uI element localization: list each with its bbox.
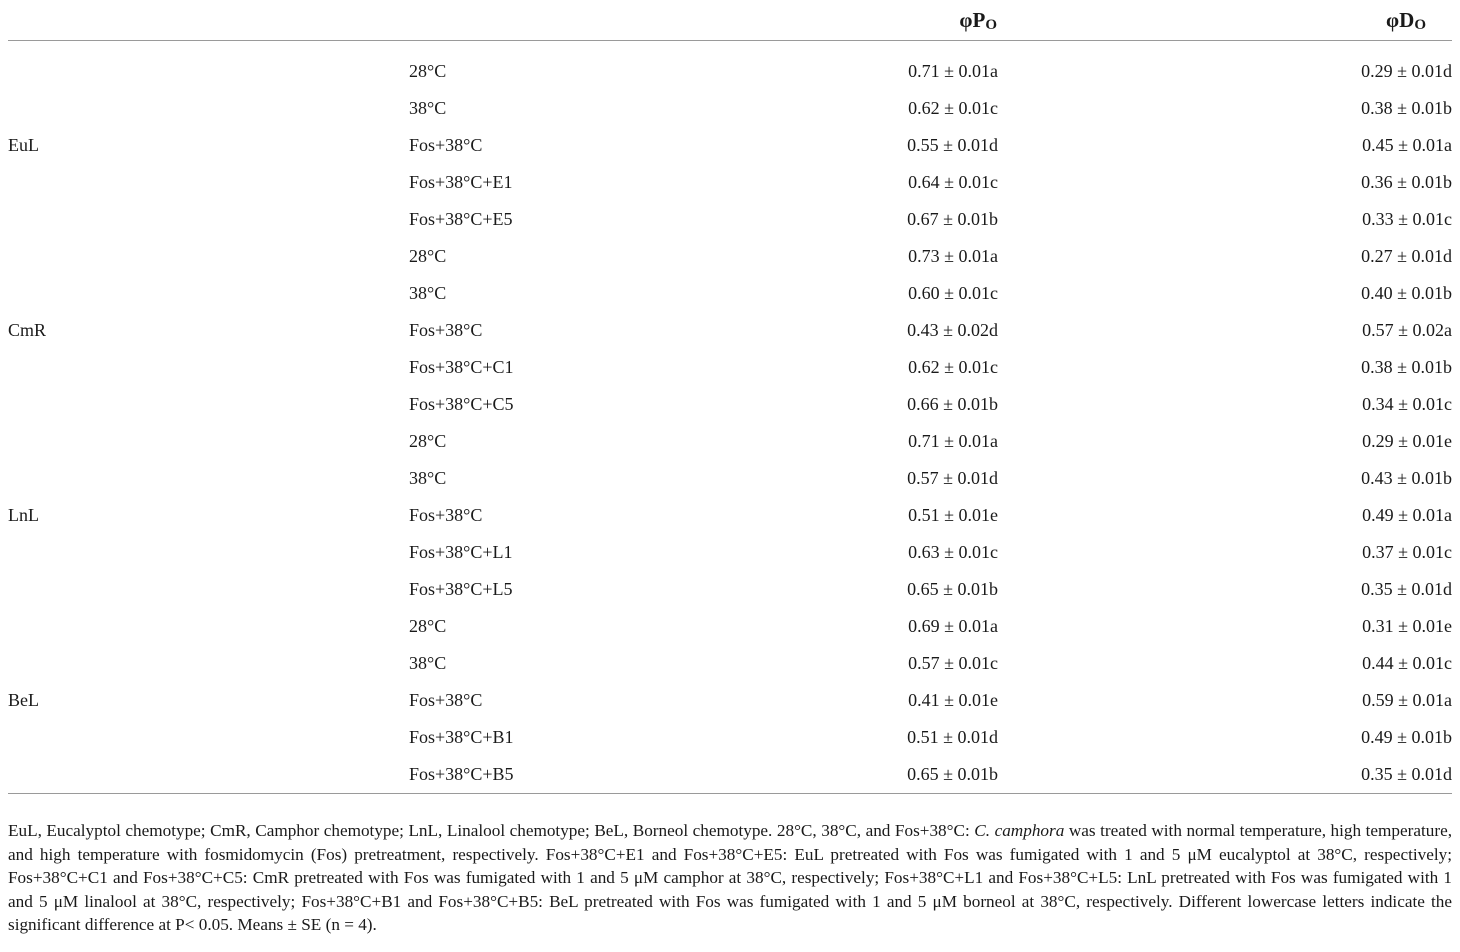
treatment-cell: Fos+38°C: [409, 505, 483, 525]
phi-po-cell: 0.64 ± 0.01c: [908, 172, 998, 192]
header-phi-po: [788, 0, 1088, 41]
chemotype-cell: LnL: [8, 505, 39, 525]
header-treatment: [408, 0, 788, 41]
footnote-part-2: was treated with normal temperature, high temperature, and high temperature with fosmidomycin (Fos) pretreatment, respectively. Fos+38°C+E1 and Fos+38°C+E5: EuL pretreated with Fos was fumigated with 1 and 5 μM eucalyptol at 38°C, respectively; Fos+38°C+C1 and Fos+38°C+C5: CmR pretreated with Fos was fumigated with 1 and 5 μM camphor at 38°C, respectively; Fos+38°C+L1 and Fos+38°C+L5: LnL pretreated with Fos was fumigated with 1 and 5 μM linalool at 38°C, respectively; Fos+38°C+B1 and Fos+38°C+B5: BeL pretreated with Fos was fumigated with 1 and 5 μM borneol at 38°C, respectively. Different lowercase letters indicate the significant difference at P< 0.05. Means ± SE (n = 4).: [8, 821, 1453, 934]
phi-do-cell: 0.31 ± 0.01e: [1362, 616, 1452, 636]
treatment-cell: Fos+38°C+L5: [409, 579, 513, 599]
treatment-cell: 38°C: [409, 283, 447, 303]
treatment-cell: Fos+38°C+L1: [409, 542, 513, 562]
table-spacer-row: [8, 41, 1452, 54]
phi-po-cell: 0.57 ± 0.01c: [908, 653, 998, 673]
phi-do-cell: 0.40 ± 0.01b: [1361, 283, 1452, 303]
phi-po-cell: 0.60 ± 0.01c: [908, 283, 998, 303]
table-row: [8, 608, 1452, 645]
header-phi-do: [1088, 0, 1452, 41]
treatment-cell: Fos+38°C+B5: [408, 756, 788, 794]
phi-po-cell: 0.66 ± 0.01b: [907, 394, 998, 414]
phi-do-cell: 0.29 ± 0.01e: [1362, 431, 1452, 451]
table-header-row: [8, 0, 1452, 41]
header-chemotype: [8, 0, 408, 41]
phi-po-cell: 0.65 ± 0.01b: [788, 756, 1088, 794]
treatment-cell: Fos+38°C+C5: [409, 394, 514, 414]
phi-po-cell: 0.71 ± 0.01a: [908, 61, 998, 81]
treatment-cell: 28°C: [409, 616, 447, 636]
treatment-cell: 28°C: [409, 431, 447, 451]
phi-po-cell: 0.63 ± 0.01c: [908, 542, 998, 562]
phi-do-cell: 0.34 ± 0.01c: [1362, 394, 1452, 414]
chemotype-cell: BeL: [8, 608, 408, 794]
treatment-cell: 28°C: [409, 61, 447, 81]
phi-do-cell: 0.36 ± 0.01b: [1361, 172, 1452, 192]
header-phi-do-main: φD: [1386, 7, 1415, 32]
table-body: [8, 41, 1452, 794]
chemotype-cell: CmR: [8, 320, 47, 340]
treatment-cell: Fos+38°C+E5: [409, 209, 513, 229]
treatment-cell: Fos+38°C+E1: [409, 172, 513, 192]
phi-do-cell: 0.57 ± 0.02a: [1362, 320, 1452, 340]
phi-po-cell: 0.69 ± 0.01a: [908, 616, 998, 636]
phi-do-cell: 0.37 ± 0.01c: [1362, 542, 1452, 562]
footnote-species: C. camphora: [974, 821, 1065, 840]
phi-po-cell: 0.43 ± 0.02d: [907, 320, 998, 340]
table-row: [8, 53, 1452, 90]
phi-do-cell: 0.33 ± 0.01c: [1362, 209, 1452, 229]
phi-po-cell: 0.51 ± 0.01d: [907, 727, 998, 747]
treatment-cell: Fos+38°C: [409, 690, 483, 710]
chemotype-cell: EuL: [8, 135, 39, 155]
table-row: [8, 423, 1452, 460]
treatment-cell: Fos+38°C+C1: [409, 357, 514, 377]
phi-po-cell: 0.55 ± 0.01d: [907, 135, 998, 155]
treatment-cell: 38°C: [409, 653, 447, 673]
footnote-part-1: EuL, Eucalyptol chemotype; CmR, Camphor chemotype; LnL, Linalool chemotype; BeL, Borneol chemotype. 28°C, 38°C, and Fos+38°C:: [8, 821, 975, 840]
phi-po-cell: 0.41 ± 0.01e: [908, 690, 998, 710]
data-table: [8, 0, 1452, 794]
treatment-cell: Fos+38°C: [409, 320, 483, 340]
phi-do-cell: 0.44 ± 0.01c: [1362, 653, 1452, 673]
phi-po-cell: 0.62 ± 0.01c: [908, 98, 998, 118]
phi-do-cell: 0.29 ± 0.01d: [1361, 61, 1452, 81]
phi-do-cell: 0.27 ± 0.01d: [1361, 246, 1452, 266]
table-footnote: [8, 819, 1452, 937]
phi-do-cell: 0.38 ± 0.01b: [1361, 98, 1452, 118]
phi-do-cell: 0.59 ± 0.01a: [1362, 690, 1452, 710]
phi-do-cell: 0.45 ± 0.01a: [1362, 135, 1452, 155]
phi-po-cell: 0.73 ± 0.01a: [908, 246, 998, 266]
treatment-cell: 38°C: [409, 468, 447, 488]
header-phi-do-sub: O: [1414, 16, 1426, 33]
phi-po-cell: 0.51 ± 0.01e: [908, 505, 998, 525]
phi-do-cell: 0.38 ± 0.01b: [1361, 357, 1452, 377]
phi-po-cell: 0.57 ± 0.01d: [907, 468, 998, 488]
phi-do-cell: 0.35 ± 0.01d: [1361, 579, 1452, 599]
phi-po-cell: 0.65 ± 0.01b: [907, 579, 998, 599]
phi-do-cell: 0.35 ± 0.01d: [1088, 756, 1452, 794]
table-row: [8, 238, 1452, 275]
treatment-cell: Fos+38°C: [409, 135, 483, 155]
treatment-cell: Fos+38°C+B1: [409, 727, 514, 747]
header-phi-po-sub: O: [985, 16, 997, 33]
phi-do-cell: 0.43 ± 0.01b: [1361, 468, 1452, 488]
phi-po-cell: 0.67 ± 0.01b: [907, 209, 998, 229]
header-phi-po-main: φP: [959, 7, 986, 32]
phi-po-cell: 0.71 ± 0.01a: [908, 431, 998, 451]
phi-do-cell: 0.49 ± 0.01b: [1361, 727, 1452, 747]
treatment-cell: 38°C: [409, 98, 447, 118]
data-table-container: [8, 0, 1452, 794]
phi-do-cell: 0.49 ± 0.01a: [1362, 505, 1452, 525]
treatment-cell: 28°C: [409, 246, 447, 266]
phi-po-cell: 0.62 ± 0.01c: [908, 357, 998, 377]
